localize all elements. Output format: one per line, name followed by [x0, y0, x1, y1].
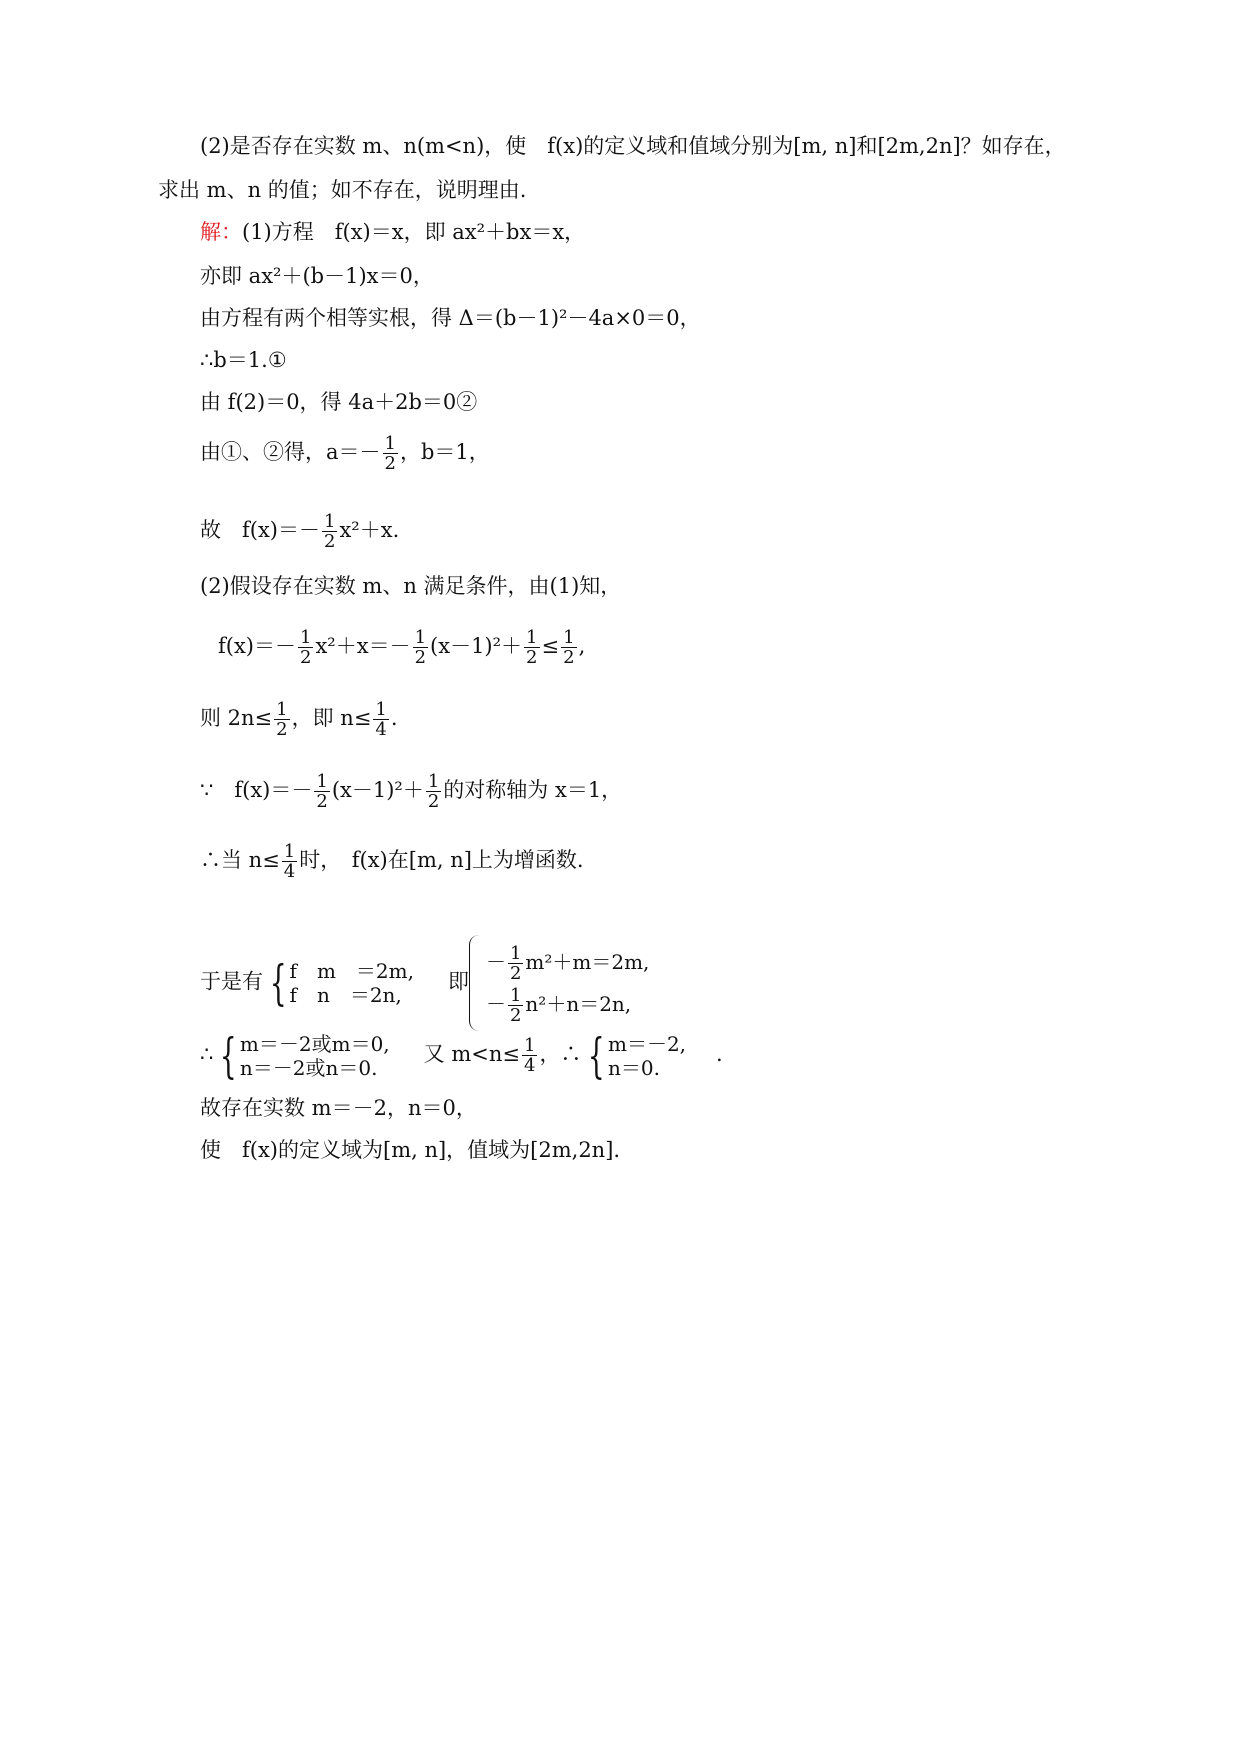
denominator: 4	[523, 1055, 536, 1076]
fraction	[274, 700, 289, 739]
equation-system	[240, 1032, 390, 1080]
fraction	[322, 512, 337, 551]
denominator: 2	[509, 1005, 522, 1026]
text-segment: (x－1)²＋	[430, 634, 523, 658]
solution-step-1: (1)方程 f(x)＝x，即 ax²＋bx＝x，	[242, 220, 586, 244]
text-segment: x²＋x＝－	[315, 634, 411, 658]
solution-line-10	[200, 700, 398, 739]
text-segment: (x－1)²＋	[331, 778, 424, 802]
solution-line-11	[200, 772, 622, 811]
denominator: 2	[427, 791, 440, 812]
system-equation-2	[486, 983, 649, 1025]
text-segment: x²＋x.	[339, 518, 400, 542]
fraction	[383, 434, 398, 473]
text-segment: ≤	[541, 634, 560, 658]
denominator: 2	[324, 531, 336, 552]
fraction	[508, 944, 523, 983]
text-segment: .	[716, 1042, 723, 1066]
text-segment: 由①、②得，a＝－	[200, 440, 381, 464]
fraction	[298, 628, 313, 667]
fraction	[561, 628, 576, 667]
system-equation-2: n＝－2或n＝0.	[239, 1055, 378, 1080]
denominator: 4	[283, 861, 296, 882]
text-segment: ∴	[200, 1042, 214, 1066]
system-equation-2: f n ＝2n,	[289, 983, 402, 1007]
text-segment: ∵ f(x)＝－	[200, 778, 313, 802]
text-segment: ，∴	[539, 1042, 582, 1066]
numerator: 1	[276, 699, 288, 720]
equation-system	[486, 941, 649, 1025]
fraction	[522, 1036, 537, 1075]
text-segment: m²＋m＝2m,	[525, 950, 650, 974]
text-segment: 的对称轴为 x＝1，	[443, 778, 623, 802]
left-brace-icon: {	[220, 1027, 238, 1084]
numerator: 1	[375, 699, 387, 720]
numerator: 1	[414, 627, 427, 648]
text-segment: 又 m<n≤	[423, 1042, 520, 1066]
denominator: 2	[414, 647, 427, 668]
equation-system	[608, 1032, 686, 1080]
denominator: 4	[375, 719, 387, 740]
numerator: 1	[526, 627, 538, 648]
system-equation-1	[486, 941, 649, 983]
numerator: 1	[324, 511, 336, 532]
numerator: 1	[563, 627, 575, 648]
denominator: 2	[300, 647, 312, 668]
text-segment: 故 f(x)＝－	[200, 518, 321, 542]
denominator: 2	[316, 791, 328, 812]
solution-line-5: 由 f(2)＝0，得 4a＋2b＝0②	[200, 390, 478, 414]
solution-line-15: 故存在实数 m＝－2，n＝0，	[200, 1096, 477, 1120]
fraction	[282, 842, 297, 881]
solution-line-14	[200, 1027, 723, 1084]
text-segment: n²＋n＝2n,	[525, 992, 632, 1016]
numerator: 1	[316, 771, 328, 792]
text-segment: ，b＝1，	[399, 440, 490, 464]
text-segment: f(x)＝－	[218, 634, 297, 658]
solution-line-9	[218, 628, 585, 667]
solution-line-12	[200, 842, 584, 881]
fraction	[413, 628, 428, 667]
text-segment: 则 2n≤	[200, 706, 273, 730]
system-equation-2: n＝0.	[607, 1055, 660, 1080]
numerator: 1	[523, 1035, 536, 1056]
question-line-2: 求出 m、n 的值；如不存在，说明理由.	[158, 178, 527, 202]
numerator: 1	[509, 985, 522, 1006]
numerator: 1	[384, 433, 396, 454]
solution-line-16: 使 f(x)的定义域为[m, n]，值域为[2m,2n].	[200, 1138, 621, 1162]
text-segment: －	[485, 950, 506, 974]
system-equation-1: m＝－2,	[607, 1031, 687, 1056]
question-line-1: (2)是否存在实数 m、n(m<n)，使 f(x)的定义域和值域分别为[m, n]和[2m,2n]？如存在，	[200, 134, 1066, 158]
denominator: 2	[509, 963, 522, 984]
text-segment: 即	[447, 969, 469, 994]
numerator: 1	[283, 841, 296, 862]
system-equation-1: f m ＝2m,	[289, 959, 414, 983]
solution-line-3: 由方程有两个相等实根，得 Δ＝(b－1)²－4a×0＝0，	[200, 306, 701, 330]
numerator: 1	[509, 943, 522, 964]
text-segment: －	[485, 992, 506, 1016]
numerator: 1	[427, 771, 440, 792]
denominator: 2	[384, 453, 396, 474]
solution-line-6	[200, 434, 490, 473]
denominator: 2	[563, 647, 575, 668]
fraction	[426, 772, 441, 811]
equation-system	[290, 959, 414, 1007]
fraction	[524, 628, 539, 667]
text-segment: ∴当 n≤	[200, 848, 280, 872]
text-segment: ，即 n≤	[291, 706, 372, 730]
solution-line-2: 亦即 ax²＋(b－1)x＝0，	[200, 264, 434, 288]
fraction	[314, 772, 329, 811]
solution-line-8: (2)假设存在实数 m、n 满足条件，由(1)知，	[200, 574, 622, 598]
left-brace-icon: {	[269, 955, 287, 1011]
text-segment: ,	[578, 634, 586, 658]
numerator: 1	[300, 627, 312, 648]
fraction	[373, 700, 388, 739]
text-segment: 于是有	[200, 969, 263, 994]
left-brace-icon	[469, 935, 480, 1031]
system-equation-1: m＝－2或m＝0,	[239, 1031, 390, 1056]
denominator: 2	[276, 719, 288, 740]
solution-line-1	[200, 218, 585, 246]
solution-line-7	[200, 512, 399, 551]
denominator: 2	[526, 647, 538, 668]
text-segment: 时， f(x)在[m, n]上为增函数.	[299, 848, 584, 872]
text-segment: .	[390, 706, 398, 730]
fraction	[508, 986, 523, 1025]
solution-line-13	[200, 935, 649, 1031]
solution-line-4: ∴b＝1.①	[200, 348, 287, 372]
left-brace-icon: {	[588, 1027, 606, 1084]
solution-label: 解：	[200, 220, 242, 244]
